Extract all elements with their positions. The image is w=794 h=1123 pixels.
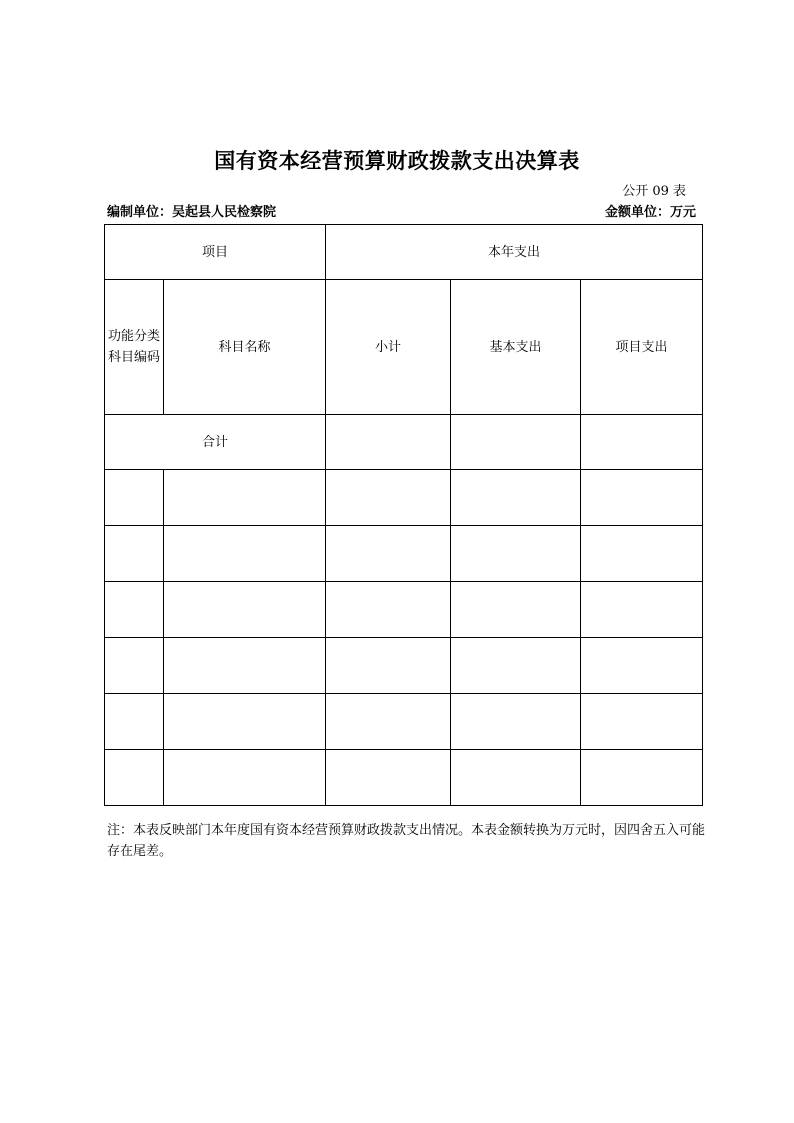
- code-cell: [105, 582, 164, 638]
- total-label: 合计: [105, 415, 326, 470]
- amount-unit: 金额单位：万元: [604, 205, 696, 220]
- subtotal-cell: [326, 694, 451, 750]
- basic-cell: [451, 750, 581, 806]
- header-item: 项目: [105, 225, 326, 280]
- subheader-row: [105, 280, 703, 415]
- subtotal-cell: [326, 638, 451, 694]
- basic-cell: [451, 582, 581, 638]
- table-row: [105, 750, 703, 806]
- total-basic-cell: [451, 415, 581, 470]
- col-code-header: 功能分类科目编码: [105, 280, 164, 415]
- footnote: 注：本表反映部门本年度国有资本经营预算财政拨款支出情况。本表金额转换为万元时，因四舍五入可能存在尾差。: [107, 823, 706, 859]
- project-cell: [581, 694, 703, 750]
- project-cell: [581, 526, 703, 582]
- col-subtotal-header: 小计: [326, 280, 451, 415]
- compiling-unit: 编制单位：吴起县人民检察院: [107, 205, 277, 220]
- expenditure-table: [104, 224, 703, 806]
- basic-cell: [451, 470, 581, 526]
- name-cell: [164, 638, 326, 694]
- col-project-header: 项目支出: [581, 280, 703, 415]
- subtotal-cell: [326, 750, 451, 806]
- col-name-header: 科目名称: [164, 280, 326, 415]
- header-row: [105, 225, 703, 280]
- table-row: [105, 638, 703, 694]
- basic-cell: [451, 526, 581, 582]
- code-cell: [105, 694, 164, 750]
- name-cell: [164, 582, 326, 638]
- col-basic-header: 基本支出: [451, 280, 581, 415]
- name-cell: [164, 526, 326, 582]
- name-cell: [164, 470, 326, 526]
- form-number: 公开 09 表: [622, 184, 686, 199]
- page-title: 国有资本经营预算财政拨款支出决算表: [214, 149, 580, 173]
- subtotal-cell: [326, 526, 451, 582]
- project-cell: [581, 750, 703, 806]
- subtotal-cell: [326, 582, 451, 638]
- table-row: [105, 470, 703, 526]
- code-cell: [105, 526, 164, 582]
- basic-cell: [451, 638, 581, 694]
- basic-cell: [451, 694, 581, 750]
- table-row: [105, 582, 703, 638]
- subtotal-cell: [326, 470, 451, 526]
- project-cell: [581, 582, 703, 638]
- name-cell: [164, 750, 326, 806]
- name-cell: [164, 694, 326, 750]
- total-project-cell: [581, 415, 703, 470]
- header-current-year: 本年支出: [326, 225, 703, 280]
- code-cell: [105, 750, 164, 806]
- table-row: [105, 694, 703, 750]
- code-cell: [105, 470, 164, 526]
- total-subtotal-cell: [326, 415, 451, 470]
- code-cell: [105, 638, 164, 694]
- project-cell: [581, 638, 703, 694]
- project-cell: [581, 470, 703, 526]
- table-row: [105, 526, 703, 582]
- total-row: [105, 415, 703, 470]
